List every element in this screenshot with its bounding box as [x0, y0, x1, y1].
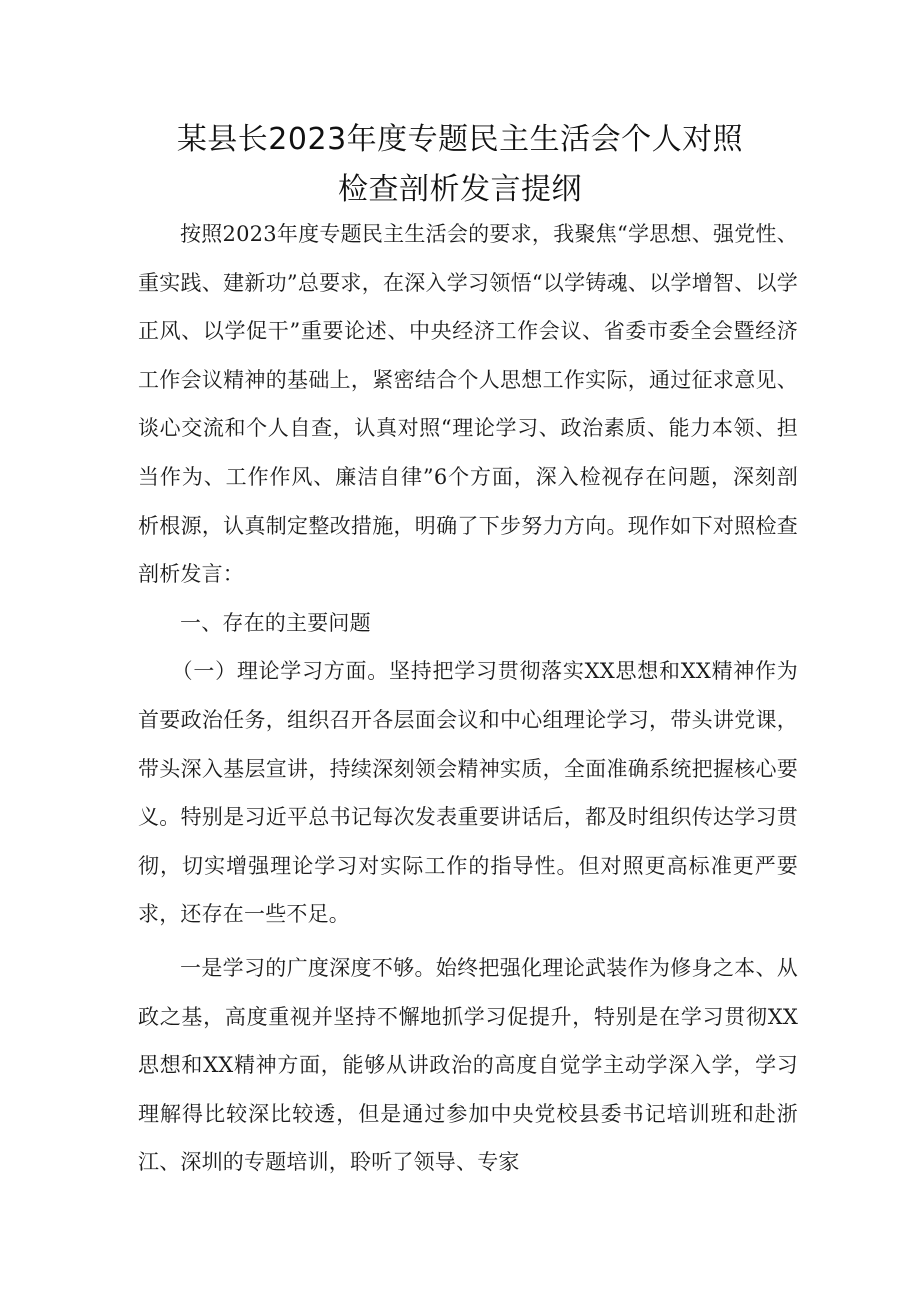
document-title-line-1: 某县长2023年度专题民主生活会个人对照 [176, 122, 744, 157]
document-body [138, 210, 798, 1187]
section-heading-1: 一、存在的主要问题 [180, 610, 371, 635]
intro-paragraph: 按照2023年度专题民主生活会的要求，我聚焦“学思想、强党性、重实践、建新功”总要求，在深入学习领悟“以学铸魂、以学增智、以学正风、以学促干”重要论述、中央经济工作会议、省委市委全会暨经济工作会议精神的基础上，紧密结合个人思想工作实际，通过征求意见、谈心交流和个人自查，认真对照“理论学习、政治素质、能力本领、担当作为、工作作风、廉洁自律”6个方面，深入检视存在问题，深刻剖析根源，认真制定整改措施，明确了下步努力方向。现作如下对照检查剖析发言： [138, 222, 798, 587]
subsection-paragraph-1: （一）理论学习方面。坚持把学习贯彻落实XX思想和XX精神作为首要政治任务，组织召开各层面会议和中心组理论学习，带头讲党课，带头深入基层宣讲，持续深刻领会精神实质，全面准确系统把握核心要义。特别是习近平总书记每次发表重要讲话后，都及时组织传达学习贯彻，切实增强理论学习对实际工作的指导性。但对照更高标准更严要求，还存在一些不足。 [138, 659, 798, 927]
document-title-line-2: 检查剖析发言提纲 [338, 172, 582, 207]
point-paragraph-1: 一是学习的广度深度不够。始终把强化理论武装作为修身之本、从政之基，高度重视并坚持不懈地抓学习促提升，特别是在学习贯彻XX思想和XX精神方面，能够从讲政治的高度自觉学主动学深入学，学习理解得比较深比较透，但是通过参加中央党校县委书记培训班和赴浙江、深圳的专题培训，聆听了领导、专家 [138, 955, 798, 1175]
